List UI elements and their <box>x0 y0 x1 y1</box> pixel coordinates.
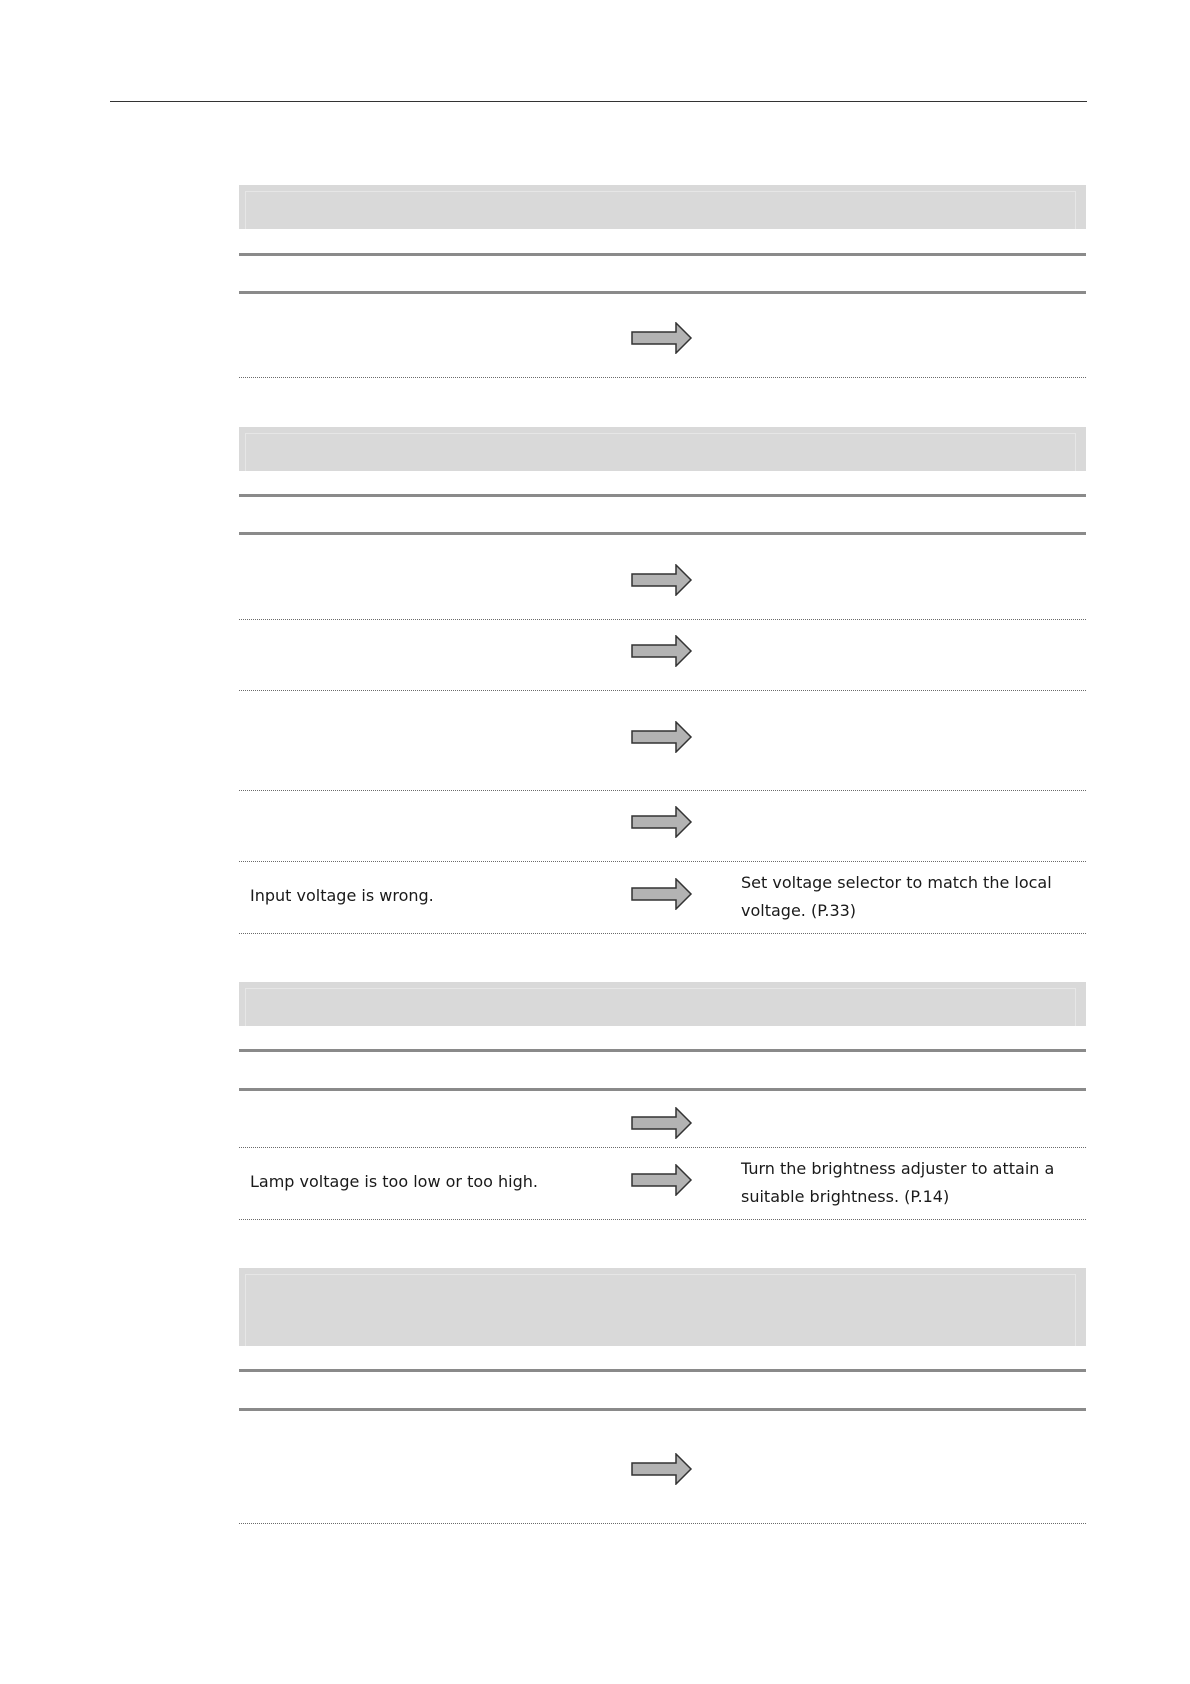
remedy-input-voltage: Set voltage selector to match the local voltage. (P.33) <box>741 873 1052 920</box>
section-4-header <box>239 1268 1086 1346</box>
row-divider <box>239 1523 1086 1524</box>
row-divider <box>239 619 1086 620</box>
section-2-header <box>239 427 1086 471</box>
page-header-rule <box>110 101 1087 102</box>
row-divider <box>239 377 1086 378</box>
right-arrow-icon <box>631 878 693 910</box>
remedy-lamp-voltage: Turn the brightness adjuster to attain a suitable brightness. (P.14) <box>741 1159 1055 1206</box>
section-1-header <box>239 185 1086 229</box>
section-3-column-rule-top <box>239 1049 1086 1052</box>
row-divider <box>239 1147 1086 1148</box>
section-3-header <box>239 982 1086 1026</box>
section-1-column-rule-top <box>239 253 1086 256</box>
row-divider <box>239 933 1086 934</box>
section-4-column-rule-top <box>239 1369 1086 1372</box>
section-2-column-rule-bottom <box>239 532 1086 535</box>
section-1-column-rule-bottom <box>239 291 1086 294</box>
right-arrow-icon <box>631 1107 693 1139</box>
right-arrow-icon <box>631 806 693 838</box>
row-divider <box>239 861 1086 862</box>
section-3-column-rule-bottom <box>239 1088 1086 1091</box>
right-arrow-icon <box>631 322 693 354</box>
section-2-column-rule-top <box>239 494 1086 497</box>
right-arrow-icon <box>631 635 693 667</box>
cause-input-voltage: Input voltage is wrong. <box>250 886 434 905</box>
cause-lamp-voltage: Lamp voltage is too low or too high. <box>250 1172 538 1191</box>
right-arrow-icon <box>631 721 693 753</box>
right-arrow-icon <box>631 564 693 596</box>
section-4-column-rule-bottom <box>239 1408 1086 1411</box>
row-divider <box>239 1219 1086 1220</box>
row-divider <box>239 690 1086 691</box>
row-divider <box>239 790 1086 791</box>
right-arrow-icon <box>631 1453 693 1485</box>
right-arrow-icon <box>631 1164 693 1196</box>
